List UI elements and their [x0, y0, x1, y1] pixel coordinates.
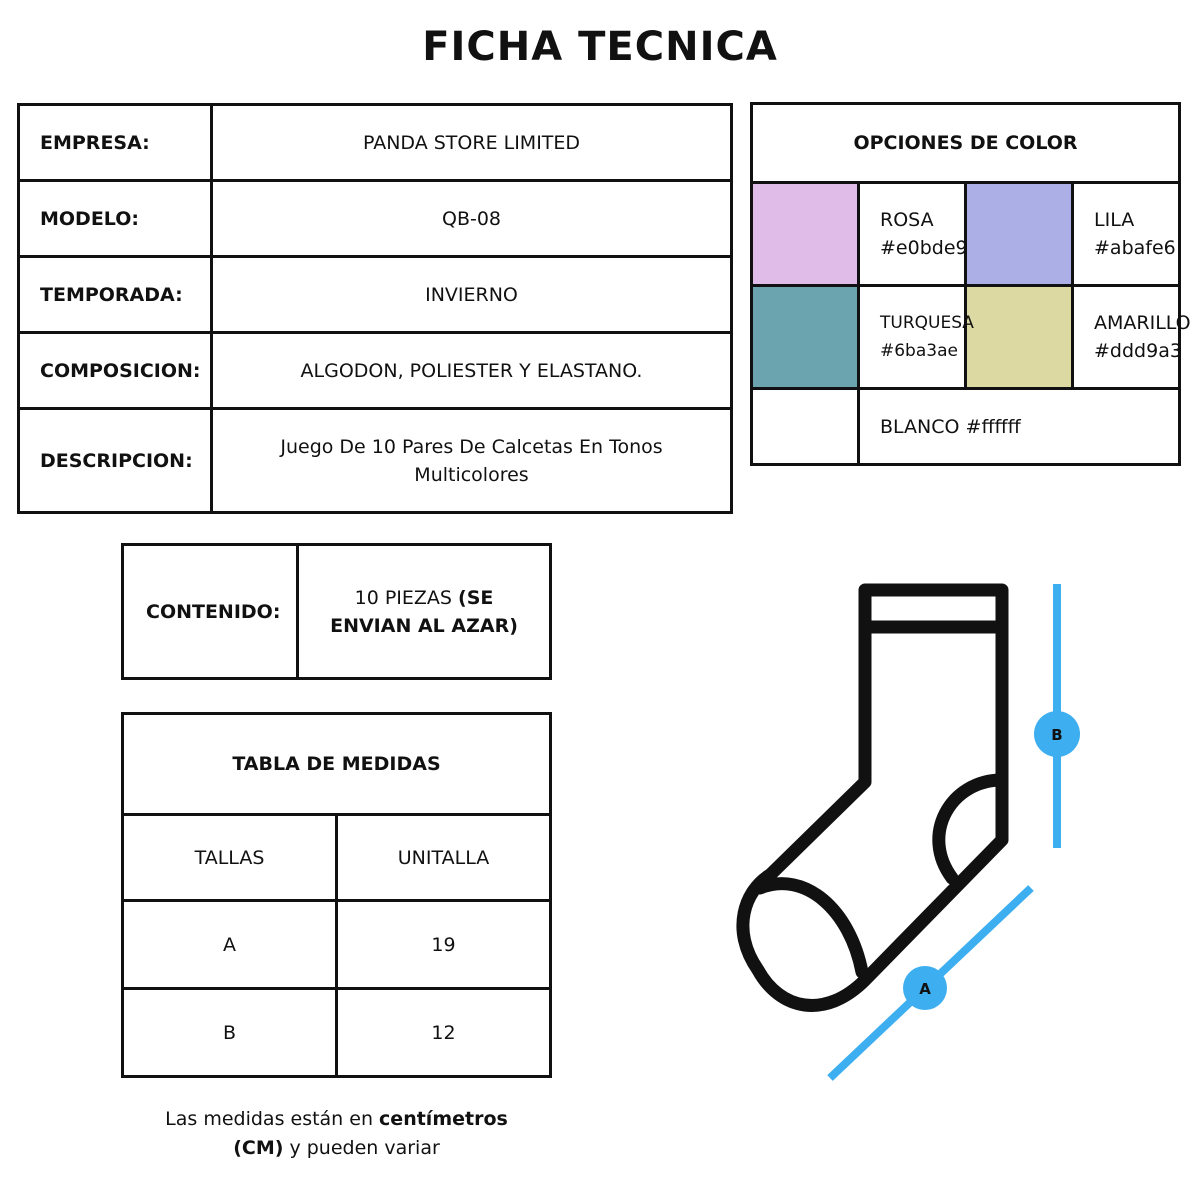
color-name-turquesa	[859, 286, 974, 389]
info-value: QB-08	[212, 181, 732, 257]
table-row	[123, 901, 551, 989]
measure-a-label: A	[919, 980, 931, 998]
size-cell: A	[123, 901, 337, 989]
info-label: EMPRESA:	[19, 105, 212, 181]
note-text: Las medidas están en	[165, 1108, 380, 1130]
info-row-composicion	[19, 333, 732, 409]
color-code: #e0bde9	[880, 237, 968, 259]
color-swatch-blanco	[752, 389, 859, 465]
content-label: CONTENIDO:	[123, 545, 298, 679]
note-bold: centímetros	[379, 1108, 508, 1130]
info-row-temporada	[19, 257, 732, 333]
size-col-header: UNITALLA	[337, 815, 551, 901]
table-row	[123, 989, 551, 1077]
info-value: Juego De 10 Pares De Calcetas En Tonos Multicolores	[212, 409, 732, 513]
size-col-header: TALLAS	[123, 815, 337, 901]
color-swatch-rosa	[752, 183, 859, 286]
note-bold: (CM)	[233, 1137, 284, 1159]
color-options-heading: OPCIONES DE COLOR	[752, 104, 1180, 183]
color-name-lila	[1073, 183, 1180, 286]
product-info-table	[17, 103, 733, 514]
color-options-table	[750, 102, 1191, 466]
info-label: MODELO:	[19, 181, 212, 257]
sock-diagram	[730, 570, 1063, 1090]
info-row-descripcion	[19, 409, 732, 513]
content-value-plain: 10 PIEZAS	[354, 586, 459, 609]
color-label: TURQUESA	[880, 313, 974, 333]
measure-b-label: B	[1051, 726, 1063, 744]
info-value: ALGODON, POLIESTER Y ELASTANO.	[212, 333, 732, 409]
content-table	[121, 543, 552, 680]
color-code: #6ba3ae	[880, 341, 958, 361]
color-label: AMARILLO	[1094, 312, 1191, 334]
size-chart-heading: TABLA DE MEDIDAS	[123, 714, 551, 815]
info-row-empresa	[19, 105, 732, 181]
info-value: INVIERNO	[212, 257, 732, 333]
color-name-amarillo	[1073, 286, 1191, 389]
size-chart-table	[121, 712, 552, 1078]
size-chart-header-row	[123, 815, 551, 901]
size-cell: 19	[337, 901, 551, 989]
page-title: FICHA TECNICA	[422, 24, 778, 70]
content-value	[298, 545, 551, 679]
size-cell: 12	[337, 989, 551, 1077]
color-swatch-amarillo	[966, 286, 1073, 389]
color-name-blanco	[859, 389, 1180, 465]
info-label: COMPOSICION:	[19, 333, 212, 409]
color-code: #ddd9a3	[1094, 340, 1182, 362]
measurement-note	[121, 1105, 552, 1163]
info-label: DESCRIPCION:	[19, 409, 212, 513]
color-label: ROSA	[880, 209, 934, 231]
size-cell: B	[123, 989, 337, 1077]
color-label: LILA #abafe6	[1094, 209, 1176, 259]
color-label: BLANCO #ffffff	[880, 415, 1021, 438]
note-text: y pueden variar	[283, 1137, 440, 1159]
color-swatch-turquesa	[752, 286, 859, 389]
content-value-bold: (SE ENVIAN AL AZAR)	[330, 586, 518, 637]
info-row-modelo	[19, 181, 732, 257]
color-name-rosa	[859, 183, 966, 286]
info-label: TEMPORADA:	[19, 257, 212, 333]
info-value: PANDA STORE LIMITED	[212, 105, 732, 181]
color-swatch-lila	[966, 183, 1073, 286]
sock-outline-icon	[743, 590, 1002, 1005]
